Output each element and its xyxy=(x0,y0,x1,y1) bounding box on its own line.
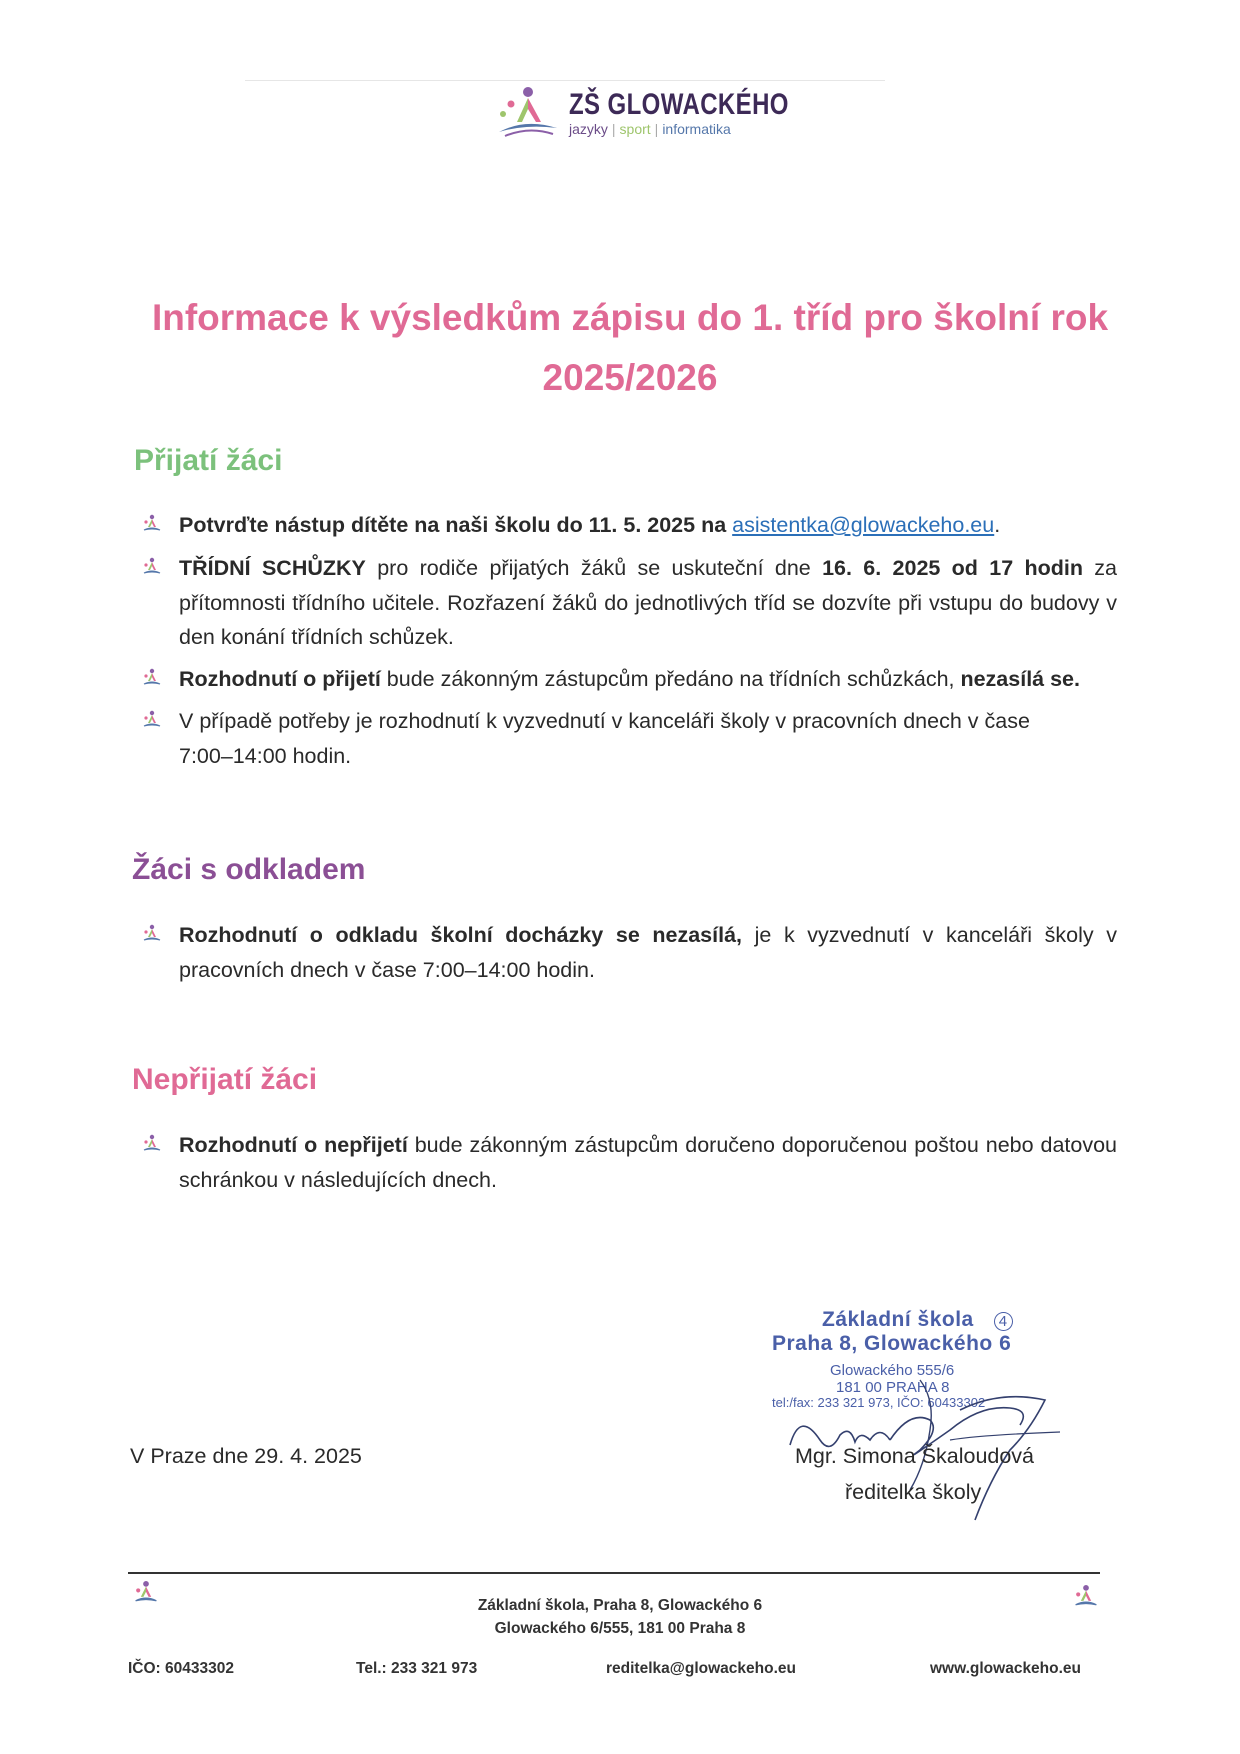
signer-role: ředitelka školy xyxy=(845,1480,982,1504)
item-bold-text: Rozhodnutí o odkladu školní docházky se nezasílá, xyxy=(179,923,743,947)
item-text: za přítomnosti třídního učitele. Rozřazení žáků do jednotlivých tříd se dozvíte při vstupu do budovy v den konání třídních schůzek. xyxy=(179,556,1118,649)
bullet-icon xyxy=(142,924,162,944)
footer-address-line-2: Glowackého 6/555, 181 00 Praha 8 xyxy=(494,1620,746,1637)
bullet-icon xyxy=(142,514,162,534)
item-text: . xyxy=(994,513,1001,537)
item-text: V případě potřeby je rozhodnutí k vyzvednutí v kanceláři školy v pracovních dnech v čase 7:00–14:00 hodin. xyxy=(179,709,1030,768)
item-bold-text: Potvrďte nástup dítěte na naši školu do 11. 5. 2025 na xyxy=(179,513,727,537)
item-bold-text: Rozhodnutí o přijetí xyxy=(179,667,381,691)
item-text: bude zákonným zástupcům předáno na třídních schůzkách, xyxy=(380,667,961,691)
logo-tagline xyxy=(569,121,731,137)
item-text: pro rodiče přijatých žáků se uskuteční dne xyxy=(365,556,823,580)
item-bold-text: 16. 6. 2025 od 17 hodin xyxy=(822,556,1083,580)
email-link[interactable]: asistentka@glowackeho.eu xyxy=(732,513,995,537)
tagline-separator: | xyxy=(654,121,659,137)
footer-logo-icon xyxy=(1073,1584,1099,1610)
page-title xyxy=(140,288,1120,408)
stamp-line-1 xyxy=(822,1308,1013,1332)
bullet-icon xyxy=(142,710,162,730)
footer-email[interactable]: reditelka@glowackeho.eu xyxy=(606,1660,796,1677)
title-line-1: Informace k výsledkům zápisu do 1. tříd pro školní rok xyxy=(151,297,1109,338)
document-date: V Praze dne 29. 4. 2025 xyxy=(130,1444,362,1468)
stamp-text: Základní škola xyxy=(822,1308,974,1331)
footer-address-line-1: Základní škola, Praha 8, Glowackého 6 xyxy=(477,1597,763,1614)
footer-logo-icon xyxy=(133,1580,159,1606)
tagline-languages: jazyky xyxy=(569,121,608,137)
footer-address xyxy=(420,1594,820,1640)
tagline-sport: sport xyxy=(619,121,651,137)
stamp-line-3: Glowackého 555/6 xyxy=(830,1362,955,1379)
tagline-separator: | xyxy=(611,121,616,137)
item-bold-text: Rozhodnutí o nepřijetí xyxy=(179,1133,408,1157)
footer-website[interactable]: www.glowackeho.eu xyxy=(930,1660,1082,1677)
bullet-icon xyxy=(142,1134,162,1154)
bullet-icon xyxy=(142,557,162,577)
item-text: je k vyzvednutí v kanceláři školy v pracovních dnech v čase 7:00–14:00 hodin. xyxy=(179,923,1117,982)
heading-rejected: Nepřijatí žáci xyxy=(132,1063,318,1096)
item-bold-text: nezasílá se. xyxy=(960,667,1080,691)
tagline-informatics: informatika xyxy=(662,121,731,137)
school-logo xyxy=(495,82,795,144)
stamp-line-4: 181 00 PRAHA 8 xyxy=(836,1379,950,1396)
footer-ico: IČO: 60433302 xyxy=(128,1660,234,1677)
heading-deferred: Žáci s odkladem xyxy=(132,853,366,886)
footer-phone: Tel.: 233 321 973 xyxy=(356,1660,478,1677)
stamp-number: 4 xyxy=(994,1312,1013,1331)
stamp-line-2: Praha 8, Glowackého 6 xyxy=(772,1332,1012,1355)
footer-divider xyxy=(128,1572,1100,1574)
stamp-line-5: tel:/fax: 233 321 973, IČO: 60433302 xyxy=(772,1395,986,1410)
logo-name: ZŠ GLOWACKÉHO xyxy=(569,88,789,121)
item-bold-text: TŘÍDNÍ SCHŮZKY xyxy=(179,556,366,580)
signer-name: Mgr. Simona Škaloudová xyxy=(795,1444,1035,1468)
logo-mark-icon xyxy=(495,82,561,144)
title-line-2: 2025/2026 xyxy=(542,357,718,398)
heading-accepted: Přijatí žáci xyxy=(134,444,283,477)
item-text: bude zákonným zástupcům doručeno doporučenou poštou nebo datovou schránkou v následujících dnech. xyxy=(179,1133,1117,1192)
header-divider xyxy=(245,80,885,81)
bullet-icon xyxy=(142,668,162,688)
